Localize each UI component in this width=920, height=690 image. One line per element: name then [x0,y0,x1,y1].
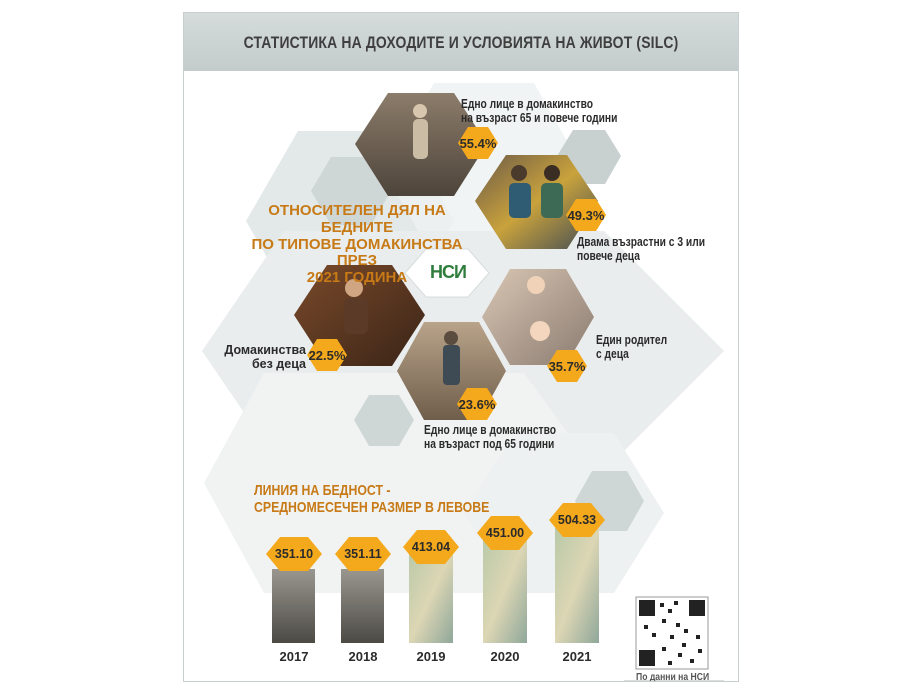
poverty-line-value-2018: 351.11 [344,547,382,561]
nsi-logo: НСИ [430,262,466,282]
poverty-line-title: ЛИНИЯ НА БЕДНОСТ - СРЕДНОМЕСЕЧЕН РАЗМЕР В ЛЕВОВЕ [254,482,490,516]
poverty-line-value-2017: 351.10 [274,547,314,561]
item-value-65-plus: 55.4% [459,136,497,151]
year-label-2021: 2021 [562,649,592,664]
item-value-single-parent: 35.7% [548,359,586,374]
year-label-2018: 2018 [348,649,378,664]
item-value-under-65: 23.6% [458,397,496,412]
poverty-line-value-2019: 413.04 [411,540,451,554]
item-value-two-adults-3-kids: 49.3% [567,208,605,223]
item-label-65-plus: Едно лице в домакинство на възраст 65 и повече години [461,97,618,125]
page-title: СТАТИСТИКА НА ДОХОДИТЕ И УСЛОВИЯТА НА ЖИВОТ (SILC) [243,33,679,52]
item-value-no-children: 22.5% [308,348,346,363]
year-label-2019: 2019 [416,649,446,664]
item-label-two-adults-3-kids: Двама възрастни с 3 или повече деца [577,235,706,263]
year-label-2017: 2017 [279,649,309,664]
item-label-under-65: Едно лице в домакинство на възраст под 65 години [424,423,557,451]
item-label-single-parent: Един родител с деца [596,333,668,361]
item-label-no-children: Домакинства без деца [224,343,306,371]
source-note: По данни на НСИ [636,671,710,682]
poverty-line-value-2021: 504.33 [557,513,597,527]
infographic-card [183,12,739,682]
poverty-line-value-2020: 451.00 [485,526,525,540]
year-label-2020: 2020 [490,649,520,664]
poverty-share-title: ОТНОСИТЕЛЕН ДЯЛ НА БЕДНИТЕ ПО ТИПОВЕ ДОМАКИНСТВА ПРЕЗ 2021 ГОДИНА [251,202,463,287]
